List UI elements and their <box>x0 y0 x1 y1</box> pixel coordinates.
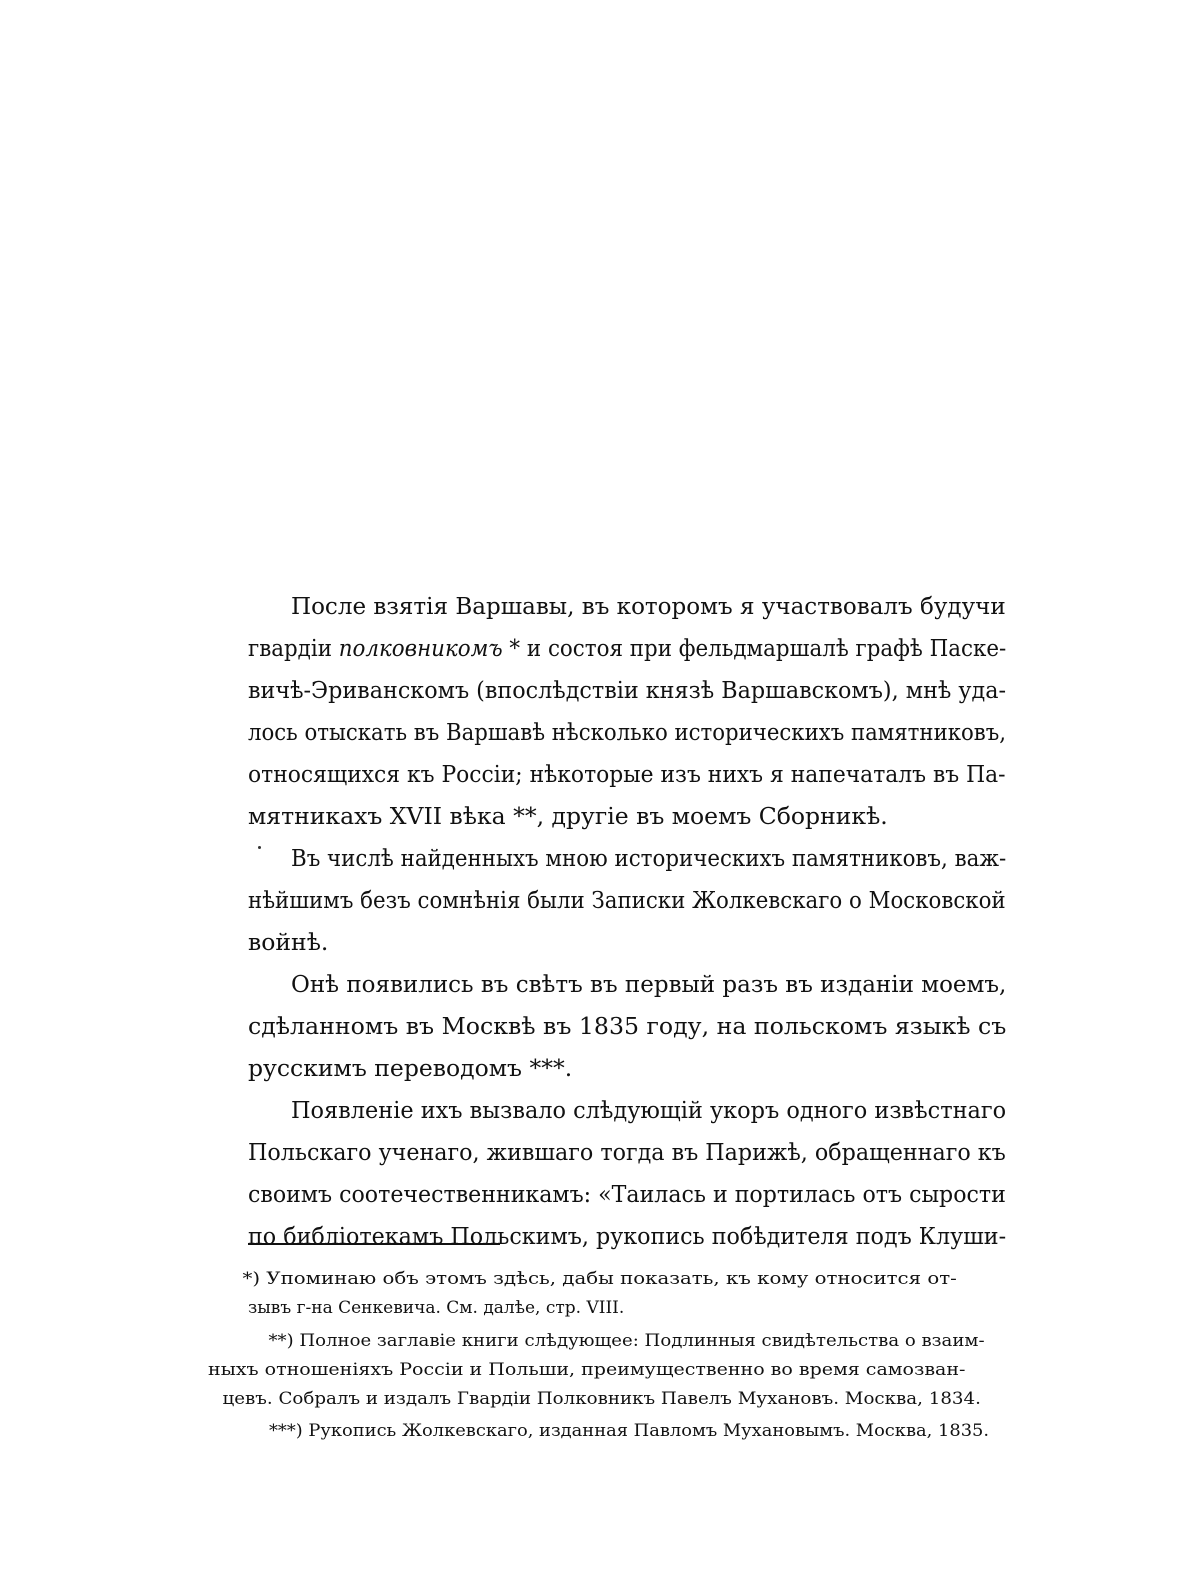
body-line-12: русскимъ переводомъ ***. <box>248 1054 573 1082</box>
footnote-3: ***) Рукопись Жолкевскаго, изданная Павломъ Мухановымъ. Москва, 1835. <box>268 1421 990 1441</box>
body-line-15: своимъ соотечественникамъ: «Таилась и портилась отъ сырости <box>248 1180 1006 1208</box>
body-line-4: лось отыскать въ Варшавѣ нѣсколько историческихъ памятниковъ, <box>248 718 1006 746</box>
body-line-1: После взятія Варшавы, въ которомъ я участвовалъ будучи <box>291 592 1006 620</box>
footnote-2-line-3: цевъ. Собралъ и издалъ Гвардіи Полковникъ Павелъ Мухановъ. Москва, 1834. <box>222 1389 981 1409</box>
print-speck <box>258 846 261 849</box>
footnote-2-line-1: **) Полное заглавіе книги слѣдующее: Подлинныя свидѣтельства о взаим- <box>268 1331 985 1351</box>
body-line-2-start: гвардіи <box>248 634 339 662</box>
footnote-1-line-1: *) Упоминаю объ этомъ здѣсь, дабы показать, къ кому относится от- <box>242 1269 957 1289</box>
body-line-10: Онѣ появились въ свѣтъ въ первый разъ въ изданіи моемъ, <box>291 970 1007 998</box>
body-line-11: сдѣланномъ въ Москвѣ въ 1835 году, на польскомъ языкѣ съ <box>248 1012 1007 1040</box>
body-line-2 <box>248 628 1006 668</box>
body-line-8: нѣйшимъ безъ сомнѣнія были Записки Жолкевскаго о Московской <box>248 886 1006 914</box>
body-line-3: вичѣ-Эриванскомъ (впослѣдствіи князѣ Варшавскомъ), мнѣ уда- <box>248 676 1007 704</box>
body-line-16: по библіотекамъ Польскимъ, рукопись побѣдителя подъ Клуши- <box>248 1222 1007 1250</box>
body-line-9: войнѣ. <box>248 928 329 956</box>
body-line-2-end: * и состоя при фельдмаршалѣ графѣ Паске- <box>502 634 1007 662</box>
body-line-14: Польскаго ученаго, жившаго тогда въ Парижѣ, обращеннаго къ <box>248 1138 1006 1166</box>
body-line-5: относящихся къ Россіи; нѣкоторые изъ нихъ я напечаталъ въ Па- <box>248 760 1006 788</box>
footnote-2-line-2: ныхъ отношеніяхъ Россіи и Польши, преимущественно во время самозван- <box>208 1360 966 1380</box>
body-line-13: Появленіе ихъ вызвало слѣдующій укоръ одного извѣстнаго <box>291 1096 1007 1124</box>
footnote-1-line-2: зывъ г-на Сенкевича. См. далѣе, стр. VIII. <box>248 1298 625 1318</box>
body-line-6: мятникахъ XVII вѣка **, другіе въ моемъ Сборникѣ. <box>248 802 888 830</box>
footnote-separator <box>248 1243 500 1245</box>
body-line-7: Въ числѣ найденныхъ мною историческихъ памятниковъ, важ- <box>291 844 1007 872</box>
italic-word: полковникомъ <box>338 634 503 662</box>
